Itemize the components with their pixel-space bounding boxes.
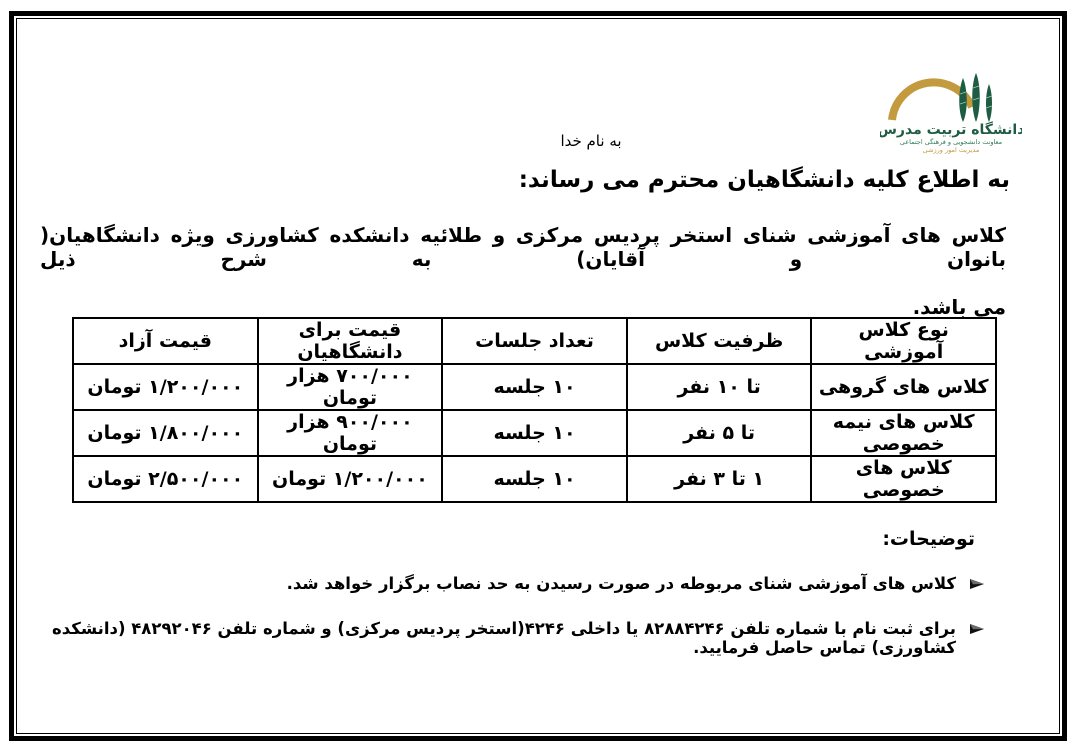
intro-line-2: می باشد. [912, 295, 1006, 319]
pricing-table [72, 317, 997, 503]
sessions-cell: ۱۰ جلسه [442, 364, 627, 410]
header-class-type: نوع کلاس آموزشی [811, 318, 996, 364]
pricing-table-head [73, 318, 996, 364]
class-type-cell: کلاس های نیمه خصوصی [811, 410, 996, 456]
header-university-price: قیمت برای دانشگاهیان [258, 318, 443, 364]
table-row-private-classes [73, 456, 996, 502]
capacity-cell: تا ۵ نفر [627, 410, 812, 456]
header-session-count: تعداد جلسات [442, 318, 627, 364]
intro-paragraph [40, 223, 1006, 319]
arrowhead-bullet-icon [969, 576, 985, 596]
intro-line-1: کلاس های آموزشی شنای استخر پردیس مرکزی و طلائیه دانشکده کشاورزی ویژه دانشگاهیان( بانوان و آقایان) به شرح ذیل [40, 223, 1006, 271]
table-header-row [73, 318, 996, 364]
cypress-tree-icon [986, 84, 992, 122]
note-text: برای ثبت نام با شماره تلفن ۸۲۸۸۴۲۴۶ یا داخلی ۴۲۴۶(استخر پردیس مرکزی) و شماره تلفن ۴۸۲۹۲۰۴۶ (دانشکده کشاورزی) تماس حاصل فرمایید. [51, 619, 956, 657]
header-class-capacity: ظرفیت کلاس [627, 318, 812, 364]
bismillah-text: به نام خدا [560, 132, 622, 150]
notes-title: توضیحات: [882, 528, 975, 550]
pricing-table-body [73, 364, 996, 502]
class-type-cell: کلاس های گروهی [811, 364, 996, 410]
open-price-cell: ۱/۸۰۰/۰۰۰ تومان [73, 410, 258, 456]
capacity-cell: ۱ تا ۳ نفر [627, 456, 812, 502]
arrowhead-bullet-icon [969, 621, 985, 641]
university-price-cell: ۱/۲۰۰/۰۰۰ تومان [258, 456, 443, 502]
logo-university-name: دانشگاه تربیت مدرس [880, 122, 1022, 138]
note-text: کلاس های آموزشی شنای مربوطه در صورت رسیدن به حد نصاب برگزار خواهد شد. [286, 574, 956, 593]
note-item [42, 574, 985, 596]
cypress-tree-icon [959, 78, 967, 122]
open-price-cell: ۱/۲۰۰/۰۰۰ تومان [73, 364, 258, 410]
table-row-group-classes [73, 364, 996, 410]
class-type-cell: کلاس های خصوصی [811, 456, 996, 502]
cypress-tree-icon [972, 73, 980, 122]
university-price-cell: ۷۰۰/۰۰۰ هزار تومان [258, 364, 443, 410]
sessions-cell: ۱۰ جلسه [442, 456, 627, 502]
open-price-cell: ۲/۵۰۰/۰۰۰ تومان [73, 456, 258, 502]
header-open-price: قیمت آزاد [73, 318, 258, 364]
university-price-cell: ۹۰۰/۰۰۰ هزار تومان [258, 410, 443, 456]
announcement-heading: به اطلاع کلیه دانشگاهیان محترم می رساند: [518, 167, 1010, 193]
capacity-cell: تا ۱۰ نفر [627, 364, 812, 410]
sessions-cell: ۱۰ جلسه [442, 410, 627, 456]
note-item [42, 619, 985, 657]
logo-subtitle-line2: مدیریت امور ورزشی [922, 146, 980, 154]
table-row-semi-private-classes [73, 410, 996, 456]
logo-subtitle-line1: معاونت دانشجویی و فرهنگی اجتماعی [899, 138, 1003, 146]
